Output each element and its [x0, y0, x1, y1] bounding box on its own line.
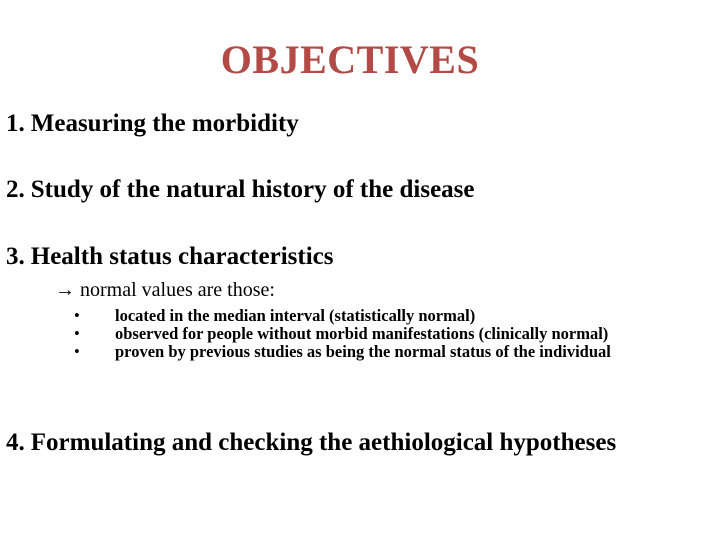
objective-4: [6, 429, 616, 457]
list-item: [70, 307, 710, 325]
objective-number: 2.: [6, 176, 25, 203]
list-item-text: proven by previous studies as being the normal status of the individual: [115, 342, 611, 361]
bullet-icon: •: [74, 306, 80, 325]
normal-values-list: [70, 307, 710, 361]
objective-text: Health status characteristics: [30, 243, 334, 270]
list-item: [70, 325, 710, 343]
objective-text: Study of the natural history of the disease: [30, 176, 475, 203]
objective-text: Formulating and checking the aethiological hypotheses: [30, 429, 617, 456]
objective-1: [6, 110, 299, 138]
objective-number: 4.: [6, 429, 25, 456]
bullet-icon: •: [74, 342, 80, 361]
objective-2: [6, 176, 475, 204]
list-item-text: observed for people without morbid manifestations (clinically normal): [115, 324, 609, 343]
list-item: [70, 343, 710, 361]
bullet-icon: •: [74, 324, 80, 343]
page-title: OBJECTIVES: [220, 37, 480, 82]
normal-values-heading: → normal values are those:: [55, 279, 275, 301]
objective-number: 3.: [6, 243, 25, 270]
objective-number: 1.: [6, 110, 25, 137]
objective-text: Measuring the morbidity: [30, 110, 299, 137]
list-item-text: located in the median interval (statistically normal): [115, 306, 476, 325]
objective-3: [6, 243, 333, 271]
